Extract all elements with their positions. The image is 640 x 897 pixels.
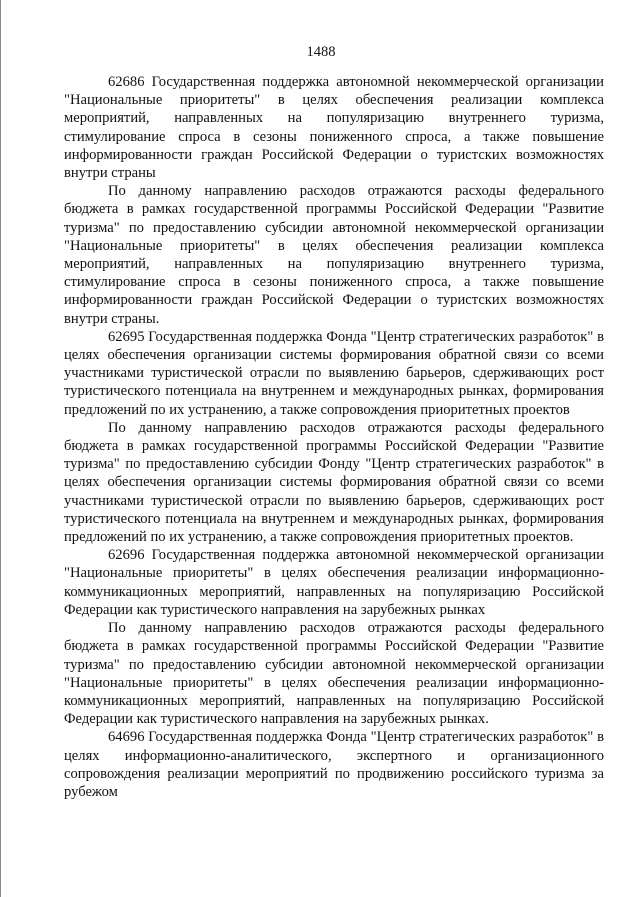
page-number: 1488 [306, 44, 336, 60]
paragraph-64696-heading: 64696 Государственная поддержка Фонда "Центр стратегических разработок" в целях информационно-аналитического, экспертного и организационного сопровождения реализации мероприятий по продвижению российского туризма за рубежом [64, 729, 604, 800]
paragraph-62695-heading: 62695 Государственная поддержка Фонда "Центр стратегических разработок" в целях обеспечения организации системы формирования обратной связи со всеми участниками туристической отрасли по выявлению барьеров, сдерживающих рост туристического потенциала на внутреннем и международных рынках, формирования предложений по их устранению, а также сопровождения приоритетных проектов [64, 328, 604, 418]
document-body [64, 73, 604, 801]
paragraph-62686-description: По данному направлению расходов отражаются расходы федерального бюджета в рамках государственной программы Российской Федерации "Развитие туризма" по предоставлению субсидии автономной некоммерческой организации "Национальные приоритеты" в целях обеспечения реализации комплекса мероприятий, направленных на популяризацию внутреннего туризма, стимулирование спроса в сезоны пониженного спроса, а также повышение информированности граждан Российской Федерации о туристских возможностях внутри страны. [64, 183, 604, 327]
paragraph-62696-heading: 62696 Государственная поддержка автономной некоммерческой организации "Национальные приоритеты" в целях обеспечения реализации информационно-коммуникационных мероприятий, направленных на популяризацию Российской Федерации как туристического направления на зарубежных рынках [64, 547, 604, 618]
paragraph-62696-description: По данному направлению расходов отражаются расходы федерального бюджета в рамках государственной программы Российской Федерации "Развитие туризма" по предоставлению субсидии автономной некоммерческой организации "Национальные приоритеты" в целях обеспечения реализации информационно-коммуникационных мероприятий, направленных на популяризацию Российской Федерации как туристического направления на зарубежных рынках. [64, 620, 604, 728]
paragraph-62695-description: По данному направлению расходов отражаются расходы федерального бюджета в рамках государственной программы Российской Федерации "Развитие туризма" по предоставлению субсидии Фонду "Центр стратегических разработок" в целях обеспечения организации системы формирования обратной связи со всеми участниками туристической отрасли по выявлению барьеров, сдерживающих рост туристического потенциала на внутреннем и международных рынках, формирования предложений по их устранению, а также сопровождения приоритетных проектов. [64, 419, 604, 546]
paragraph-62686-heading: 62686 Государственная поддержка автономной некоммерческой организации "Национальные приоритеты" в целях обеспечения реализации комплекса мероприятий, направленных на популяризацию внутреннего туризма, стимулирование спроса в сезоны пониженного спроса, а также повышение информированности граждан Российской Федерации о туристских возможностях внутри страны [64, 74, 604, 182]
